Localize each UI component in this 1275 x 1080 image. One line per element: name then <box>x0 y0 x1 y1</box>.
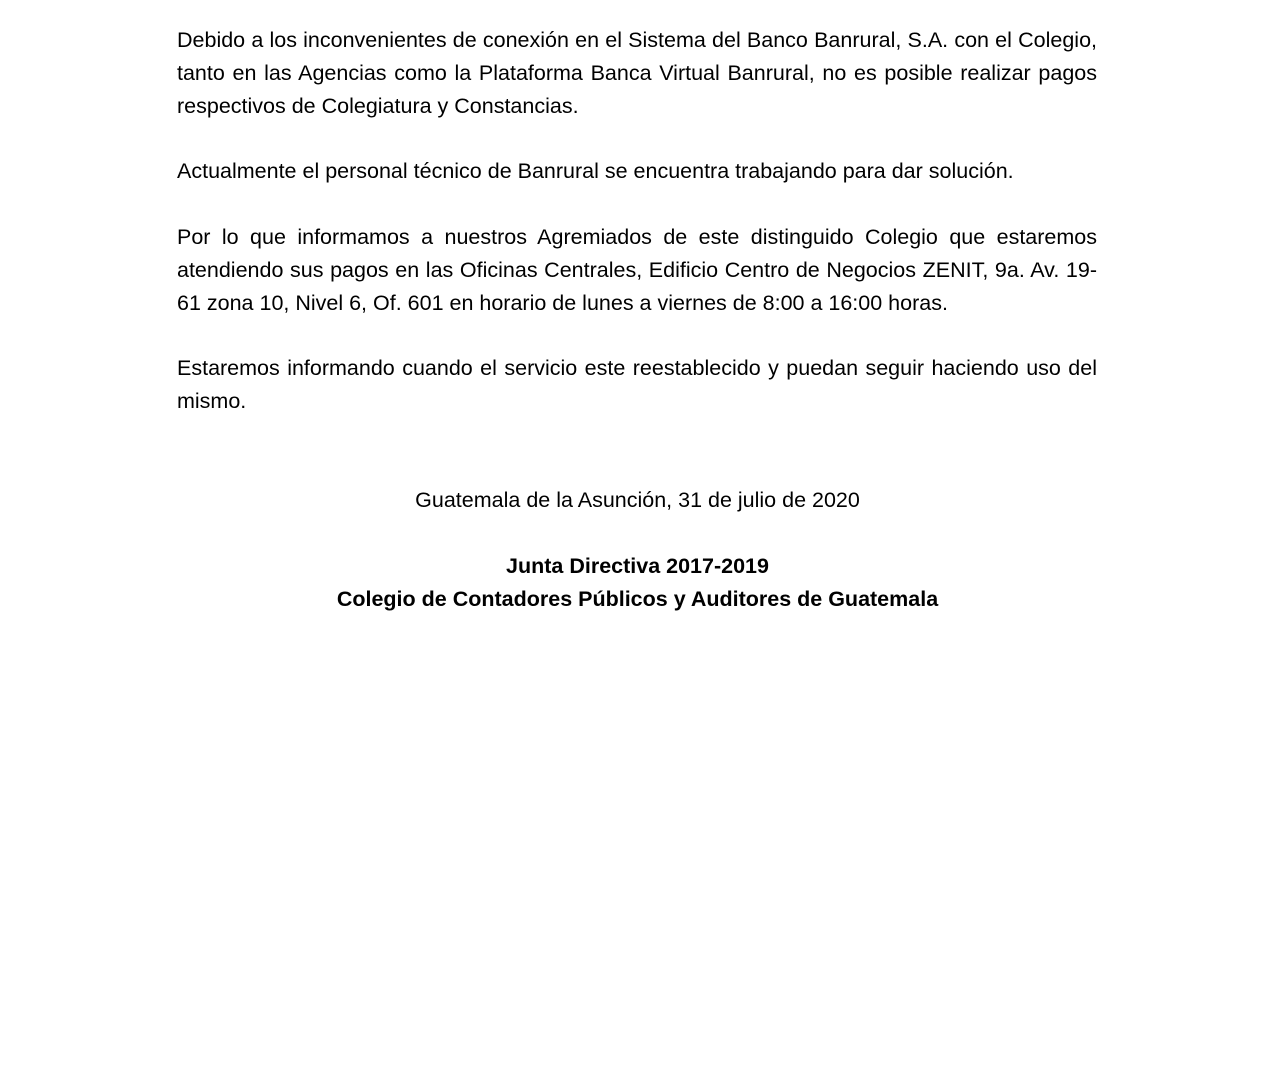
date-line: Guatemala de la Asunción, 31 de julio de 2020 <box>415 488 860 512</box>
signature-organization: Colegio de Contadores Públicos y Auditores de Guatemala <box>336 587 939 611</box>
paragraph-payment-office: Por lo que informamos a nuestros Agremiados de este distinguido Colegio que estaremos atendiendo sus pagos en las Oficinas Centrales, Edificio Centro de Negocios ZENIT, 9a. Av. 19-61 zona 10, Nivel 6, Of. 601 en horario de lunes a viernes de 8:00 a 16:00 horas. <box>177 225 1097 315</box>
paragraph-service-update: Estaremos informando cuando el servicio este reestablecido y puedan seguir haciendo uso del mismo. <box>177 356 1097 413</box>
signature-board: Junta Directiva 2017-2019 <box>506 554 769 578</box>
paragraph-technical-staff: Actualmente el personal técnico de Banrural se encuentra trabajando para dar solución. <box>177 159 1014 183</box>
paragraph-connection-issue: Debido a los inconvenientes de conexión en el Sistema del Banco Banrural, S.A. con el Colegio, tanto en las Agencias como la Plataforma Banca Virtual Banrural, no es posible realizar pagos respectivos de Colegiatura y Constancias. <box>177 28 1097 118</box>
